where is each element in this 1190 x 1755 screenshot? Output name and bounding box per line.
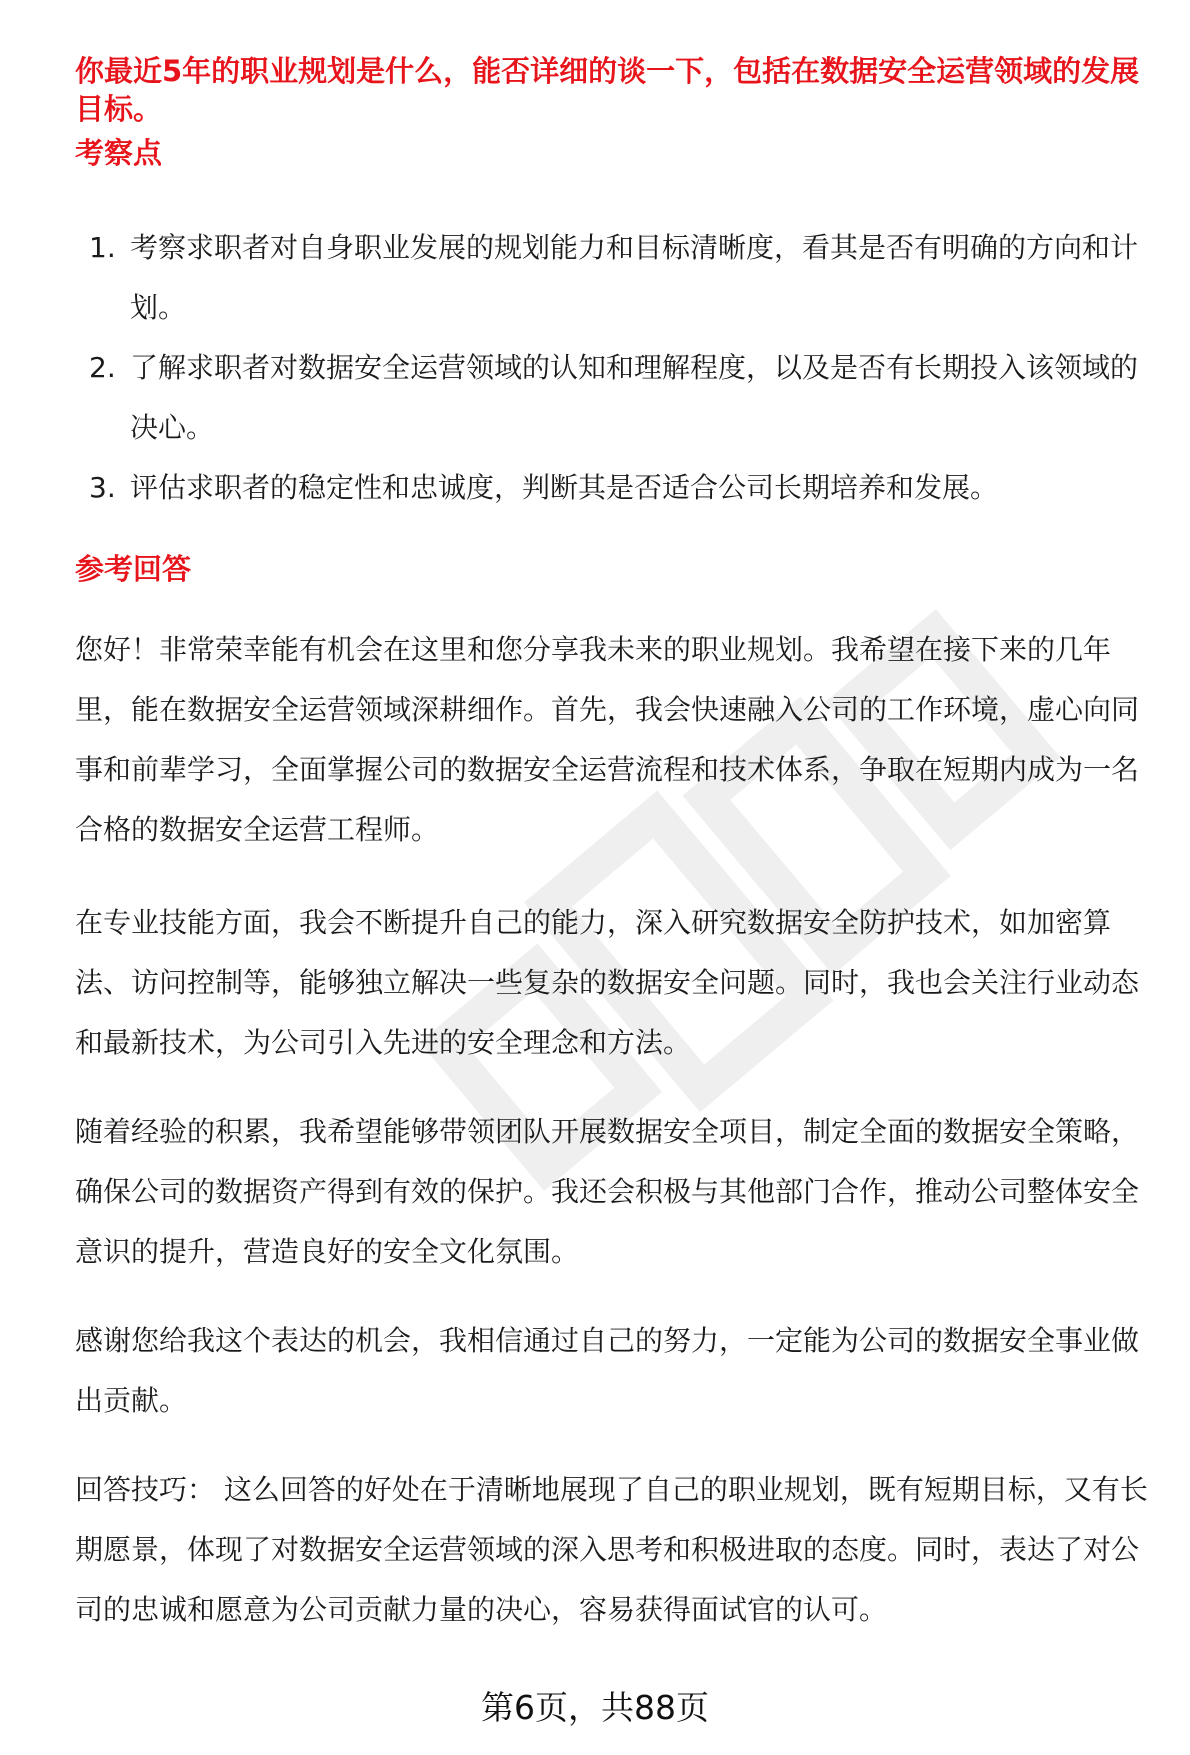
answer-tips-paragraph: 回答技巧： 这么回答的好处在于清晰地展现了自己的职业规划，既有短期目标，又有长期愿景，体现了对数据安全运营领域的深入思考和积极进取的态度。同时，表达了对公司的忠诚和愿意为公司贡献力量的决心，容易获得面试官的认可。 xyxy=(75,1473,1148,1626)
answer-paragraph: 您好！非常荣幸能有机会在这里和您分享我未来的职业规划。我希望在接下来的几年里，能在数据安全运营领域深耕细作。首先，我会快速融入公司的工作环境，虚心向同事和前辈学习，全面掌握公司的数据安全运营流程和技术体系，争取在短期内成为一名合格的数据安全运营工程师。 xyxy=(75,633,1140,846)
list-item-text: 评估求职者的稳定性和忠诚度，判断其是否适合公司长期培养和发展。 xyxy=(130,471,999,504)
answer-paragraph: 在专业技能方面，我会不断提升自己的能力，深入研究数据安全防护技术，如加密算法、访问控制等，能够独立解决一些复杂的数据安全问题。同时，我也会关注行业动态和最新技术，为公司引入先进的安全理念和方法。 xyxy=(75,906,1140,1059)
list-item-text: 了解求职者对数据安全运营领域的认知和理解程度，以及是否有长期投入该领域的决心。 xyxy=(130,351,1139,444)
answer-paragraph: 随着经验的积累，我希望能够带领团队开展数据安全项目，制定全面的数据安全策略，确保公司的数据资产得到有效的保护。我还会积极与其他部门合作，推动公司整体安全意识的提升，营造良好的安全文化氛围。 xyxy=(75,1115,1140,1268)
list-item-text: 考察求职者对自身职业发展的规划能力和目标清晰度，看其是否有明确的方向和计划。 xyxy=(130,231,1139,324)
question-title: 你最近5年的职业规划是什么，能否详细的谈一下，包括在数据安全运营领域的发展目标。 xyxy=(75,54,1140,126)
reference-answer-heading: 参考回答 xyxy=(75,552,192,586)
list-item xyxy=(75,458,1155,518)
page-footer: 第6页，共88页 xyxy=(481,1688,709,1727)
list-item-number: 3. xyxy=(89,471,116,504)
exam-points-heading: 考察点 xyxy=(75,136,163,170)
answer-paragraph: 感谢您给我这个表达的机会，我相信通过自己的努力，一定能为公司的数据安全事业做出贡献。 xyxy=(75,1324,1140,1417)
list-item-number: 1. xyxy=(89,231,116,264)
list-item-number: 2. xyxy=(89,351,116,384)
exam-points-list xyxy=(75,218,1155,518)
list-item xyxy=(75,218,1155,338)
list-item xyxy=(75,338,1155,458)
